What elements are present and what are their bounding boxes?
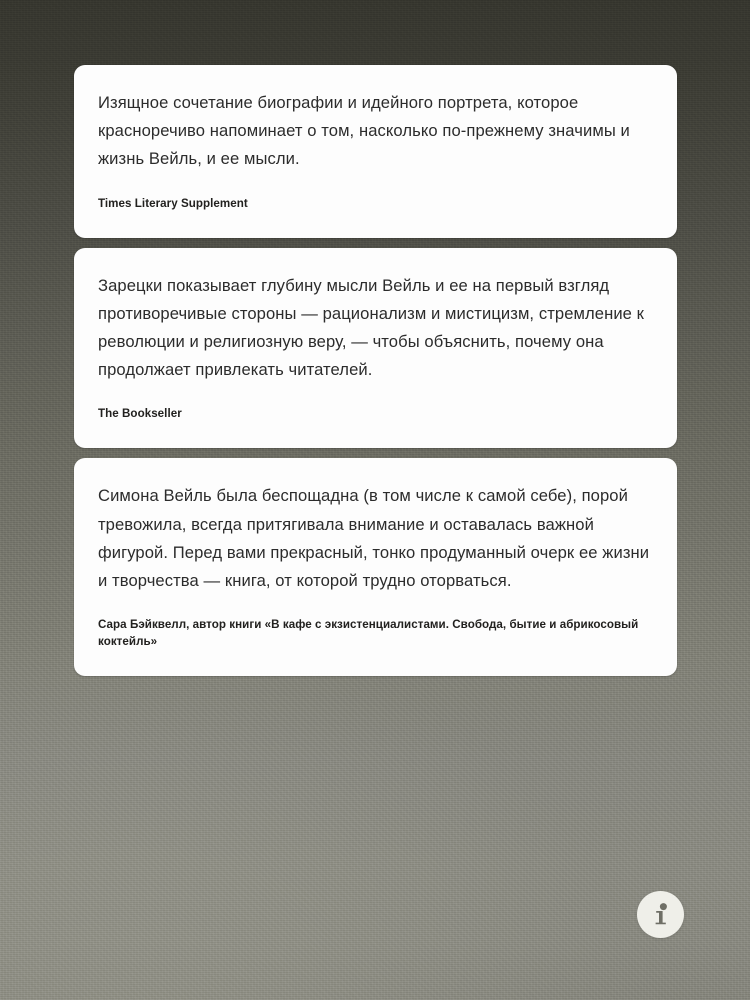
review-source-label: The Bookseller (98, 407, 182, 421)
review-source-label: Times Literary Supplement (98, 196, 248, 210)
review-card (74, 248, 677, 449)
info-icon (644, 898, 678, 932)
review-quote-text: Изящное сочетание биографии и идейного портрета, которое красноречиво напоминает о том, насколько по-прежнему значимы и жизнь Вейль, и ее мысли. (98, 93, 630, 169)
review-quote-text: Зарецки показывает глубину мысли Вейль и ее на первый взгляд противоречивые стороны — рационализм и мистицизм, стремление к революции и религиозную веру, — чтобы объяснить, почему она продолжает привлекать читателей. (98, 275, 645, 380)
review-card (74, 65, 677, 238)
info-button[interactable] (637, 891, 684, 938)
review-quote-text: Симона Вейль была беспощадна (в том числе к самой себе), порой тревожила, всегда притягивала внимание и оставалась важной фигурой. Перед вами прекрасный, тонко продуманный очерк ее жизни и творчества — книга, от которой трудно оторваться. (98, 486, 650, 591)
review-source-label: Сара Бэйквелл, автор книги «В кафе с экзистенциалистами. Свобода, бытие и абрикосовый коктейль» (98, 618, 639, 649)
review-card (74, 458, 677, 676)
review-card-list (74, 65, 677, 686)
